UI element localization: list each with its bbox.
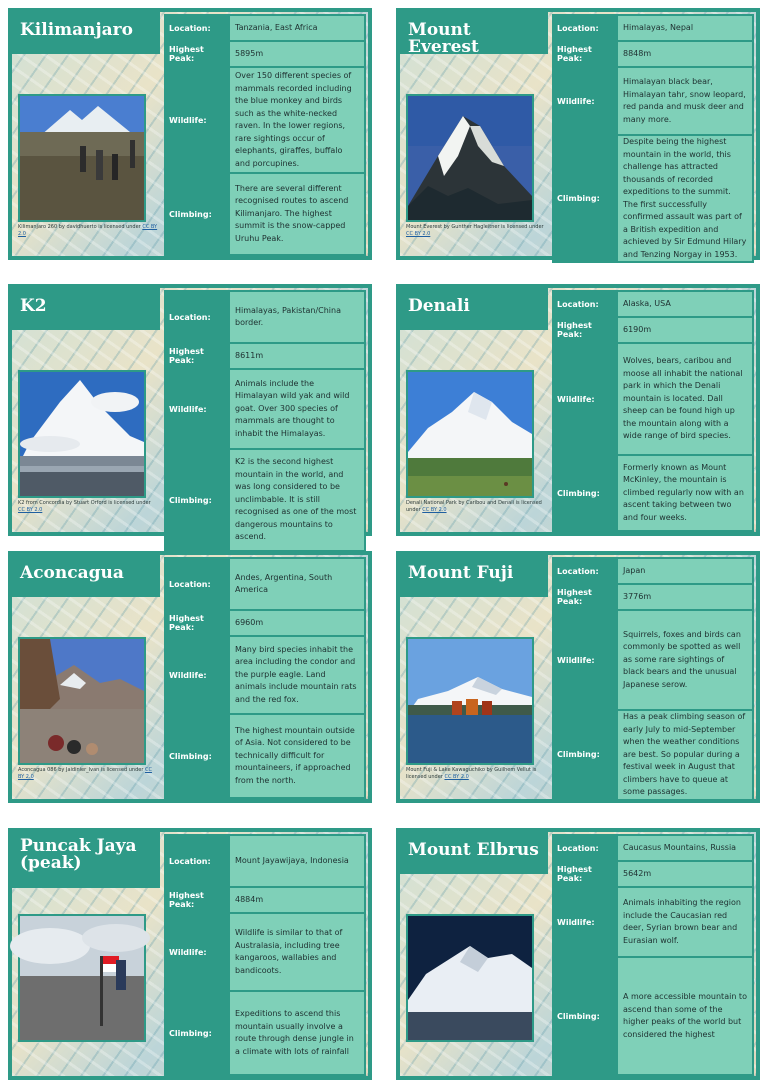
climbing-label: Climbing: (165, 173, 229, 255)
wildlife-row (165, 369, 365, 449)
credit-text: is licensed under (106, 500, 151, 506)
wildlife-row (165, 67, 365, 173)
mountain-photo-image (408, 639, 532, 763)
location-value: Caucasus Mountains, Russia (617, 835, 753, 861)
credit-text: is licensed under (499, 224, 544, 230)
location-label: Location: (165, 291, 229, 343)
highest-peak-value: 4884m (229, 887, 365, 913)
wildlife-row (553, 887, 753, 957)
wildlife-label: Wildlife: (165, 67, 229, 173)
facts-table (552, 557, 754, 801)
mountain-photo (406, 94, 534, 222)
wildlife-label: Wildlife: (165, 369, 229, 449)
location-row (553, 291, 753, 317)
mountain-name: Puncak Jaya (peak) (12, 832, 160, 888)
highest-peak-value: 8611m (229, 343, 365, 369)
photo-credit (18, 224, 158, 238)
mountain-photo-image (408, 96, 532, 220)
mountain-name: Mount Fuji (400, 555, 548, 597)
wildlife-value: Himalayan black bear, Himalayan tahr, snow leopard, red panda and musk deer and many more. (617, 67, 753, 135)
mountain-photo-image (20, 372, 144, 496)
photo-credit (18, 500, 158, 514)
climbing-label: Climbing: (165, 714, 229, 798)
climbing-label: Climbing: (165, 991, 229, 1075)
credit-title: Mount Everest (406, 224, 443, 230)
card-background (12, 555, 368, 799)
highest-peak-label: Highest Peak: (165, 887, 229, 913)
wildlife-value: Wolves, bears, caribou and moose all inhabit the national park in which the Denali mountain is located. Dall sheep can be found high up the mountain along with a wide range of bird species. (617, 343, 753, 455)
highest-peak-label: Highest Peak: (553, 584, 617, 610)
photo-credit (406, 767, 546, 781)
location-row (165, 835, 365, 887)
credit-text: is licensed under (96, 224, 143, 230)
location-label: Location: (165, 15, 229, 41)
highest-peak-row (553, 861, 753, 887)
mountain-photo (406, 370, 534, 498)
mountain-name: Kilimanjaro (12, 12, 160, 54)
location-row (553, 835, 753, 861)
location-value: Andes, Argentina, South America (229, 558, 365, 610)
wildlife-value: Many bird species inhabit the area including the condor and the purple eagle. Land animals include mountain rats and the red fox. (229, 636, 365, 714)
license-link[interactable]: CC BY 2.0 (406, 231, 431, 237)
climbing-value: A more accessible mountain to ascend than some of the higher peaks of the world but considered the highest (617, 957, 753, 1075)
photo-credit (406, 224, 546, 238)
highest-peak-value: 8848m (617, 41, 753, 67)
credit-text: is licensed under (99, 767, 145, 773)
card-background (12, 288, 368, 542)
climbing-row (165, 449, 365, 551)
location-value: Japan (617, 558, 753, 584)
credit-text: is licensed under (406, 767, 537, 780)
credit-author: by Caribou and Denali (456, 500, 515, 506)
highest-peak-value: 5642m (617, 861, 753, 887)
mountain-name: Aconcagua (12, 555, 160, 597)
highest-peak-value: 3776m (617, 584, 753, 610)
climbing-value: The highest mountain outside of Asia. Not considered to be technically difficult for mountaineers, if approached from the north. (229, 714, 365, 798)
license-link[interactable]: CC BY 2.0 (18, 224, 158, 237)
facts-table (552, 290, 754, 532)
mountain-name: Mount Elbrus (400, 832, 548, 874)
climbing-row (165, 714, 365, 798)
card-background (12, 832, 368, 1076)
wildlife-label: Wildlife: (553, 67, 617, 135)
mountain-card (8, 284, 372, 542)
highest-peak-label: Highest Peak: (553, 861, 617, 887)
highest-peak-label: Highest Peak: (165, 343, 229, 369)
wildlife-label: Wildlife: (553, 887, 617, 957)
highest-peak-value: 6190m (617, 317, 753, 343)
mountain-card (8, 828, 372, 1080)
credit-author: by Stuart Orford (64, 500, 107, 506)
wildlife-row (553, 67, 753, 135)
climbing-row (553, 957, 753, 1075)
highest-peak-row (553, 41, 753, 67)
mountain-card (396, 551, 760, 803)
location-label: Location: (553, 291, 617, 317)
wildlife-value: Squirrels, foxes and birds can commonly be spotted as well as some rare sightings of black bears and the unusual Japanese serow. (617, 610, 753, 710)
location-value: Mount Jayawijaya, Indonesia (229, 835, 365, 887)
climbing-value: Despite being the highest mountain in the world, this challenge has attracted thousands of recorded expeditions to the summit. The first successfully confirmed assault was part of a British expedition and achieved by Sir Edmund Hilary and Tenzing Norgay in 1953. (617, 135, 753, 262)
license-link[interactable]: CC BY 2.0 (18, 767, 152, 780)
mountain-photo-image (20, 916, 144, 1040)
credit-title: K2 from Concordia (18, 500, 65, 506)
location-row (165, 15, 365, 41)
mountain-photo (18, 94, 146, 222)
license-link[interactable]: CC BY 2.0 (18, 507, 43, 513)
climbing-label: Climbing: (553, 710, 617, 800)
climbing-value: Expeditions to ascend this mountain usually involve a route through dense jungle in a climate with lots of rainfall (229, 991, 365, 1075)
mountain-photo (406, 637, 534, 765)
highest-peak-label: Highest Peak: (165, 610, 229, 636)
highest-peak-row (165, 41, 365, 67)
mountain-card (396, 284, 760, 536)
location-value: Alaska, USA (617, 291, 753, 317)
credit-title: Mount Fuji & Lake Kawaguchiko (406, 767, 485, 773)
climbing-value: Formerly known as Mount McKinley, the mountain is climbed regularly now with an ascent taking between two and four weeks. (617, 455, 753, 531)
card-background (400, 832, 756, 1076)
credit-author: by Guilhem Vellut (484, 767, 531, 773)
credit-title: Denali National Park (406, 500, 457, 506)
location-label: Location: (553, 558, 617, 584)
mountain-photo-image (408, 916, 532, 1040)
license-link[interactable]: CC BY 2.0 (422, 507, 447, 513)
highest-peak-label: Highest Peak: (165, 41, 229, 67)
location-value: Himalayas, Pakistan/China border. (229, 291, 365, 343)
card-background (400, 288, 756, 532)
facts-table (164, 290, 366, 552)
highest-peak-row (165, 887, 365, 913)
wildlife-label: Wildlife: (165, 636, 229, 714)
wildlife-row (553, 343, 753, 455)
climbing-row (553, 135, 753, 262)
location-value: Tanzania, East Africa (229, 15, 365, 41)
wildlife-label: Wildlife: (165, 913, 229, 991)
mountain-photo (18, 370, 146, 498)
climbing-label: Climbing: (553, 455, 617, 531)
mountain-photo-image (20, 96, 144, 220)
climbing-label: Climbing: (165, 449, 229, 551)
mountain-photo (18, 914, 146, 1042)
climbing-row (165, 991, 365, 1075)
mountain-photo (18, 637, 146, 765)
highest-peak-row (553, 584, 753, 610)
location-label: Location: (553, 15, 617, 41)
mountain-card (396, 828, 760, 1080)
climbing-label: Climbing: (553, 957, 617, 1075)
wildlife-value: Animals include the Himalayan wild yak and wild goat. Over 300 species of mammals are thought to inhabit the Himalayas. (229, 369, 365, 449)
photo-credit (18, 767, 158, 781)
mountain-card (8, 551, 372, 803)
wildlife-value: Animals inhabiting the region include the Caucasian red deer, Syrian brown bear and Eurasian wolf. (617, 887, 753, 957)
mountain-photo (406, 914, 534, 1042)
climbing-row (165, 173, 365, 255)
climbing-value: K2 is the second highest mountain in the world, and was long considered to be unclimbable. It is still recognised as one of the most dangerous mountains to ascend. (229, 449, 365, 551)
wildlife-label: Wildlife: (553, 610, 617, 710)
highest-peak-value: 6960m (229, 610, 365, 636)
mountain-card (8, 8, 372, 260)
wildlife-value: Wildlife is similar to that of Australasia, including tree kangaroos, wallabies and bandicoots. (229, 913, 365, 991)
location-value: Himalayas, Nepal (617, 15, 753, 41)
credit-author: by Gunther Hagleitner (442, 224, 500, 230)
card-background (400, 555, 756, 799)
location-row (553, 15, 753, 41)
photo-credit (406, 500, 546, 514)
wildlife-label: Wildlife: (553, 343, 617, 455)
mountain-name: Mount Everest (400, 12, 548, 54)
facts-table (164, 14, 366, 256)
credit-author: by davidhuerto (57, 224, 97, 230)
card-background (400, 12, 756, 259)
wildlife-row (553, 610, 753, 710)
location-label: Location: (553, 835, 617, 861)
facts-table (552, 834, 754, 1076)
license-link[interactable]: CC BY 2.0 (444, 774, 469, 780)
credit-title: Aconcagua 086 (18, 767, 57, 773)
highest-peak-row (165, 610, 365, 636)
credit-author: by Jaidinier_Ivan (56, 767, 100, 773)
climbing-label: Climbing: (553, 135, 617, 262)
mountain-card (396, 8, 760, 260)
location-row (553, 558, 753, 584)
mountain-name: Denali (400, 288, 548, 330)
climbing-row (553, 455, 753, 531)
climbing-value: There are several different recognised routes to ascend Kilimanjaro. The highest summit is the snow-capped Uruhu Peak. (229, 173, 365, 255)
highest-peak-label: Highest Peak: (553, 41, 617, 67)
highest-peak-label: Highest Peak: (553, 317, 617, 343)
credit-title: Kilimanjaro 260 (18, 224, 58, 230)
mountain-photo-image (20, 639, 144, 763)
location-label: Location: (165, 558, 229, 610)
location-row (165, 558, 365, 610)
location-row (165, 291, 365, 343)
credit-text: is licensed under (406, 500, 542, 513)
climbing-row (553, 710, 753, 800)
highest-peak-row (553, 317, 753, 343)
climbing-value: Has a peak climbing season of early July to mid-September when the weather conditions are best. So popular during a festival week in August that climbers have to queue at some passages. (617, 710, 753, 800)
wildlife-value: Over 150 different species of mammals recorded including the blue monkey and birds such as the white-necked raven. In the lower regions, rare sightings occur of elephants, giraffes, buffalo and porcupines. (229, 67, 365, 173)
highest-peak-row (165, 343, 365, 369)
card-background (12, 12, 368, 256)
facts-table (552, 14, 754, 263)
mountain-photo-image (408, 372, 532, 496)
wildlife-row (165, 636, 365, 714)
mountain-name: K2 (12, 288, 160, 330)
facts-table (164, 557, 366, 799)
wildlife-row (165, 913, 365, 991)
highest-peak-value: 5895m (229, 41, 365, 67)
location-label: Location: (165, 835, 229, 887)
facts-table (164, 834, 366, 1076)
